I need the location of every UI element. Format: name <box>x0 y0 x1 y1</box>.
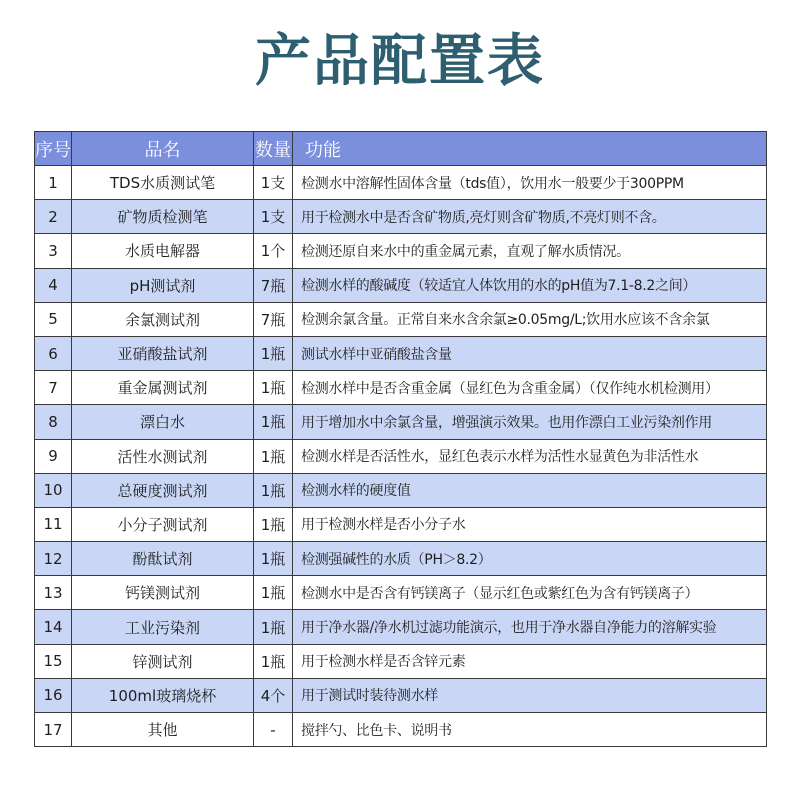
table-row <box>35 473 767 507</box>
row-quantity: 1瓶 <box>254 507 293 541</box>
row-quantity: 1支 <box>254 200 293 234</box>
row-product-name: 重金属测试剂 <box>72 371 254 405</box>
row-quantity: 7瓶 <box>254 268 293 302</box>
row-product-name: 其他 <box>72 713 254 747</box>
row-product-name: 活性水测试剂 <box>72 439 254 473</box>
table-row <box>35 439 767 473</box>
row-number: 13 <box>35 576 72 610</box>
header-no: 序号 <box>35 132 72 166</box>
row-function: 测试水样中亚硝酸盐含量 <box>293 336 767 370</box>
row-function: 用于检测水样是否含锌元素 <box>293 644 767 678</box>
row-function: 用于检测水中是否含矿物质,亮灯则含矿物质,不亮灯则不含。 <box>293 200 767 234</box>
row-number: 10 <box>35 473 72 507</box>
table-row <box>35 610 767 644</box>
page-title: 产品配置表 <box>255 29 545 94</box>
table-row <box>35 302 767 336</box>
row-number: 11 <box>35 507 72 541</box>
row-product-name: 酚酞试剂 <box>72 542 254 576</box>
row-product-name: TDS水质测试笔 <box>72 166 254 200</box>
row-product-name: 工业污染剂 <box>72 610 254 644</box>
table-row <box>35 371 767 405</box>
row-number: 3 <box>35 234 72 268</box>
row-quantity: 1瓶 <box>254 644 293 678</box>
row-quantity: 1瓶 <box>254 610 293 644</box>
row-function: 用于净水器/净水机过滤功能演示，也用于净水器自净能力的溶解实验 <box>293 610 767 644</box>
table-row <box>35 234 767 268</box>
row-product-name: 水质电解器 <box>72 234 254 268</box>
row-product-name: 100ml玻璃烧杯 <box>72 678 254 712</box>
table-row <box>35 644 767 678</box>
table-row <box>35 268 767 302</box>
row-number: 17 <box>35 713 72 747</box>
table-row <box>35 678 767 712</box>
row-number: 5 <box>35 302 72 336</box>
row-function: 检测水中溶解性固体含量（tds值），饮用水一般要少于300PPM <box>293 166 767 200</box>
row-quantity: 4个 <box>254 678 293 712</box>
header-func: 功能 <box>293 132 767 166</box>
row-function: 检测还原自来水中的重金属元素，直观了解水质情况。 <box>293 234 767 268</box>
table-row <box>35 576 767 610</box>
row-quantity: 1瓶 <box>254 405 293 439</box>
row-function: 检测水样中是否含重金属（显红色为含重金属）（仅作纯水机检测用） <box>293 371 767 405</box>
row-quantity: 1瓶 <box>254 473 293 507</box>
row-product-name: 总硬度测试剂 <box>72 473 254 507</box>
row-product-name: pH测试剂 <box>72 268 254 302</box>
row-quantity: 1瓶 <box>254 439 293 473</box>
row-function: 检测强碱性的水质（PH＞8.2） <box>293 542 767 576</box>
row-number: 7 <box>35 371 72 405</box>
row-product-name: 漂白水 <box>72 405 254 439</box>
row-function: 搅拌勺、比色卡、说明书 <box>293 713 767 747</box>
table-row <box>35 405 767 439</box>
row-quantity: 1个 <box>254 234 293 268</box>
table-row <box>35 200 767 234</box>
row-product-name: 余氯测试剂 <box>72 302 254 336</box>
row-product-name: 矿物质检测笔 <box>72 200 254 234</box>
row-quantity: - <box>254 713 293 747</box>
row-function: 检测水样是否活性水，显红色表示水样为活性水显黄色为非活性水 <box>293 439 767 473</box>
row-number: 12 <box>35 542 72 576</box>
row-quantity: 1瓶 <box>254 371 293 405</box>
table-row <box>35 507 767 541</box>
row-quantity: 1瓶 <box>254 336 293 370</box>
header-name: 品名 <box>72 132 254 166</box>
row-product-name: 锌测试剂 <box>72 644 254 678</box>
row-quantity: 1瓶 <box>254 542 293 576</box>
table-row <box>35 336 767 370</box>
row-number: 15 <box>35 644 72 678</box>
row-function: 检测余氯含量。正常自来水含余氯≥0.05mg/L;饮用水应该不含余氯 <box>293 302 767 336</box>
header-qty: 数量 <box>254 132 293 166</box>
row-number: 9 <box>35 439 72 473</box>
row-product-name: 钙镁测试剂 <box>72 576 254 610</box>
table-header-row <box>35 132 767 166</box>
row-number: 14 <box>35 610 72 644</box>
table-row <box>35 542 767 576</box>
row-number: 6 <box>35 336 72 370</box>
row-function: 用于增加水中余氯含量，增强演示效果。也用作漂白工业污染剂作用 <box>293 405 767 439</box>
row-function: 检测水样的硬度值 <box>293 473 767 507</box>
row-number: 4 <box>35 268 72 302</box>
row-product-name: 亚硝酸盐试剂 <box>72 336 254 370</box>
product-config-table <box>34 131 767 747</box>
table-body <box>35 166 767 747</box>
row-function: 用于检测水样是否小分子水 <box>293 507 767 541</box>
row-number: 8 <box>35 405 72 439</box>
row-quantity: 1支 <box>254 166 293 200</box>
row-function: 检测水样的酸碱度（较适宜人体饮用的水的pH值为7.1-8.2之间） <box>293 268 767 302</box>
row-quantity: 1瓶 <box>254 576 293 610</box>
row-quantity: 7瓶 <box>254 302 293 336</box>
row-number: 1 <box>35 166 72 200</box>
row-product-name: 小分子测试剂 <box>72 507 254 541</box>
row-number: 16 <box>35 678 72 712</box>
table-row <box>35 713 767 747</box>
row-number: 2 <box>35 200 72 234</box>
row-function: 用于测试时装待测水样 <box>293 678 767 712</box>
table-row <box>35 166 767 200</box>
row-function: 检测水中是否含有钙镁离子（显示红色或紫红色为含有钙镁离子） <box>293 576 767 610</box>
